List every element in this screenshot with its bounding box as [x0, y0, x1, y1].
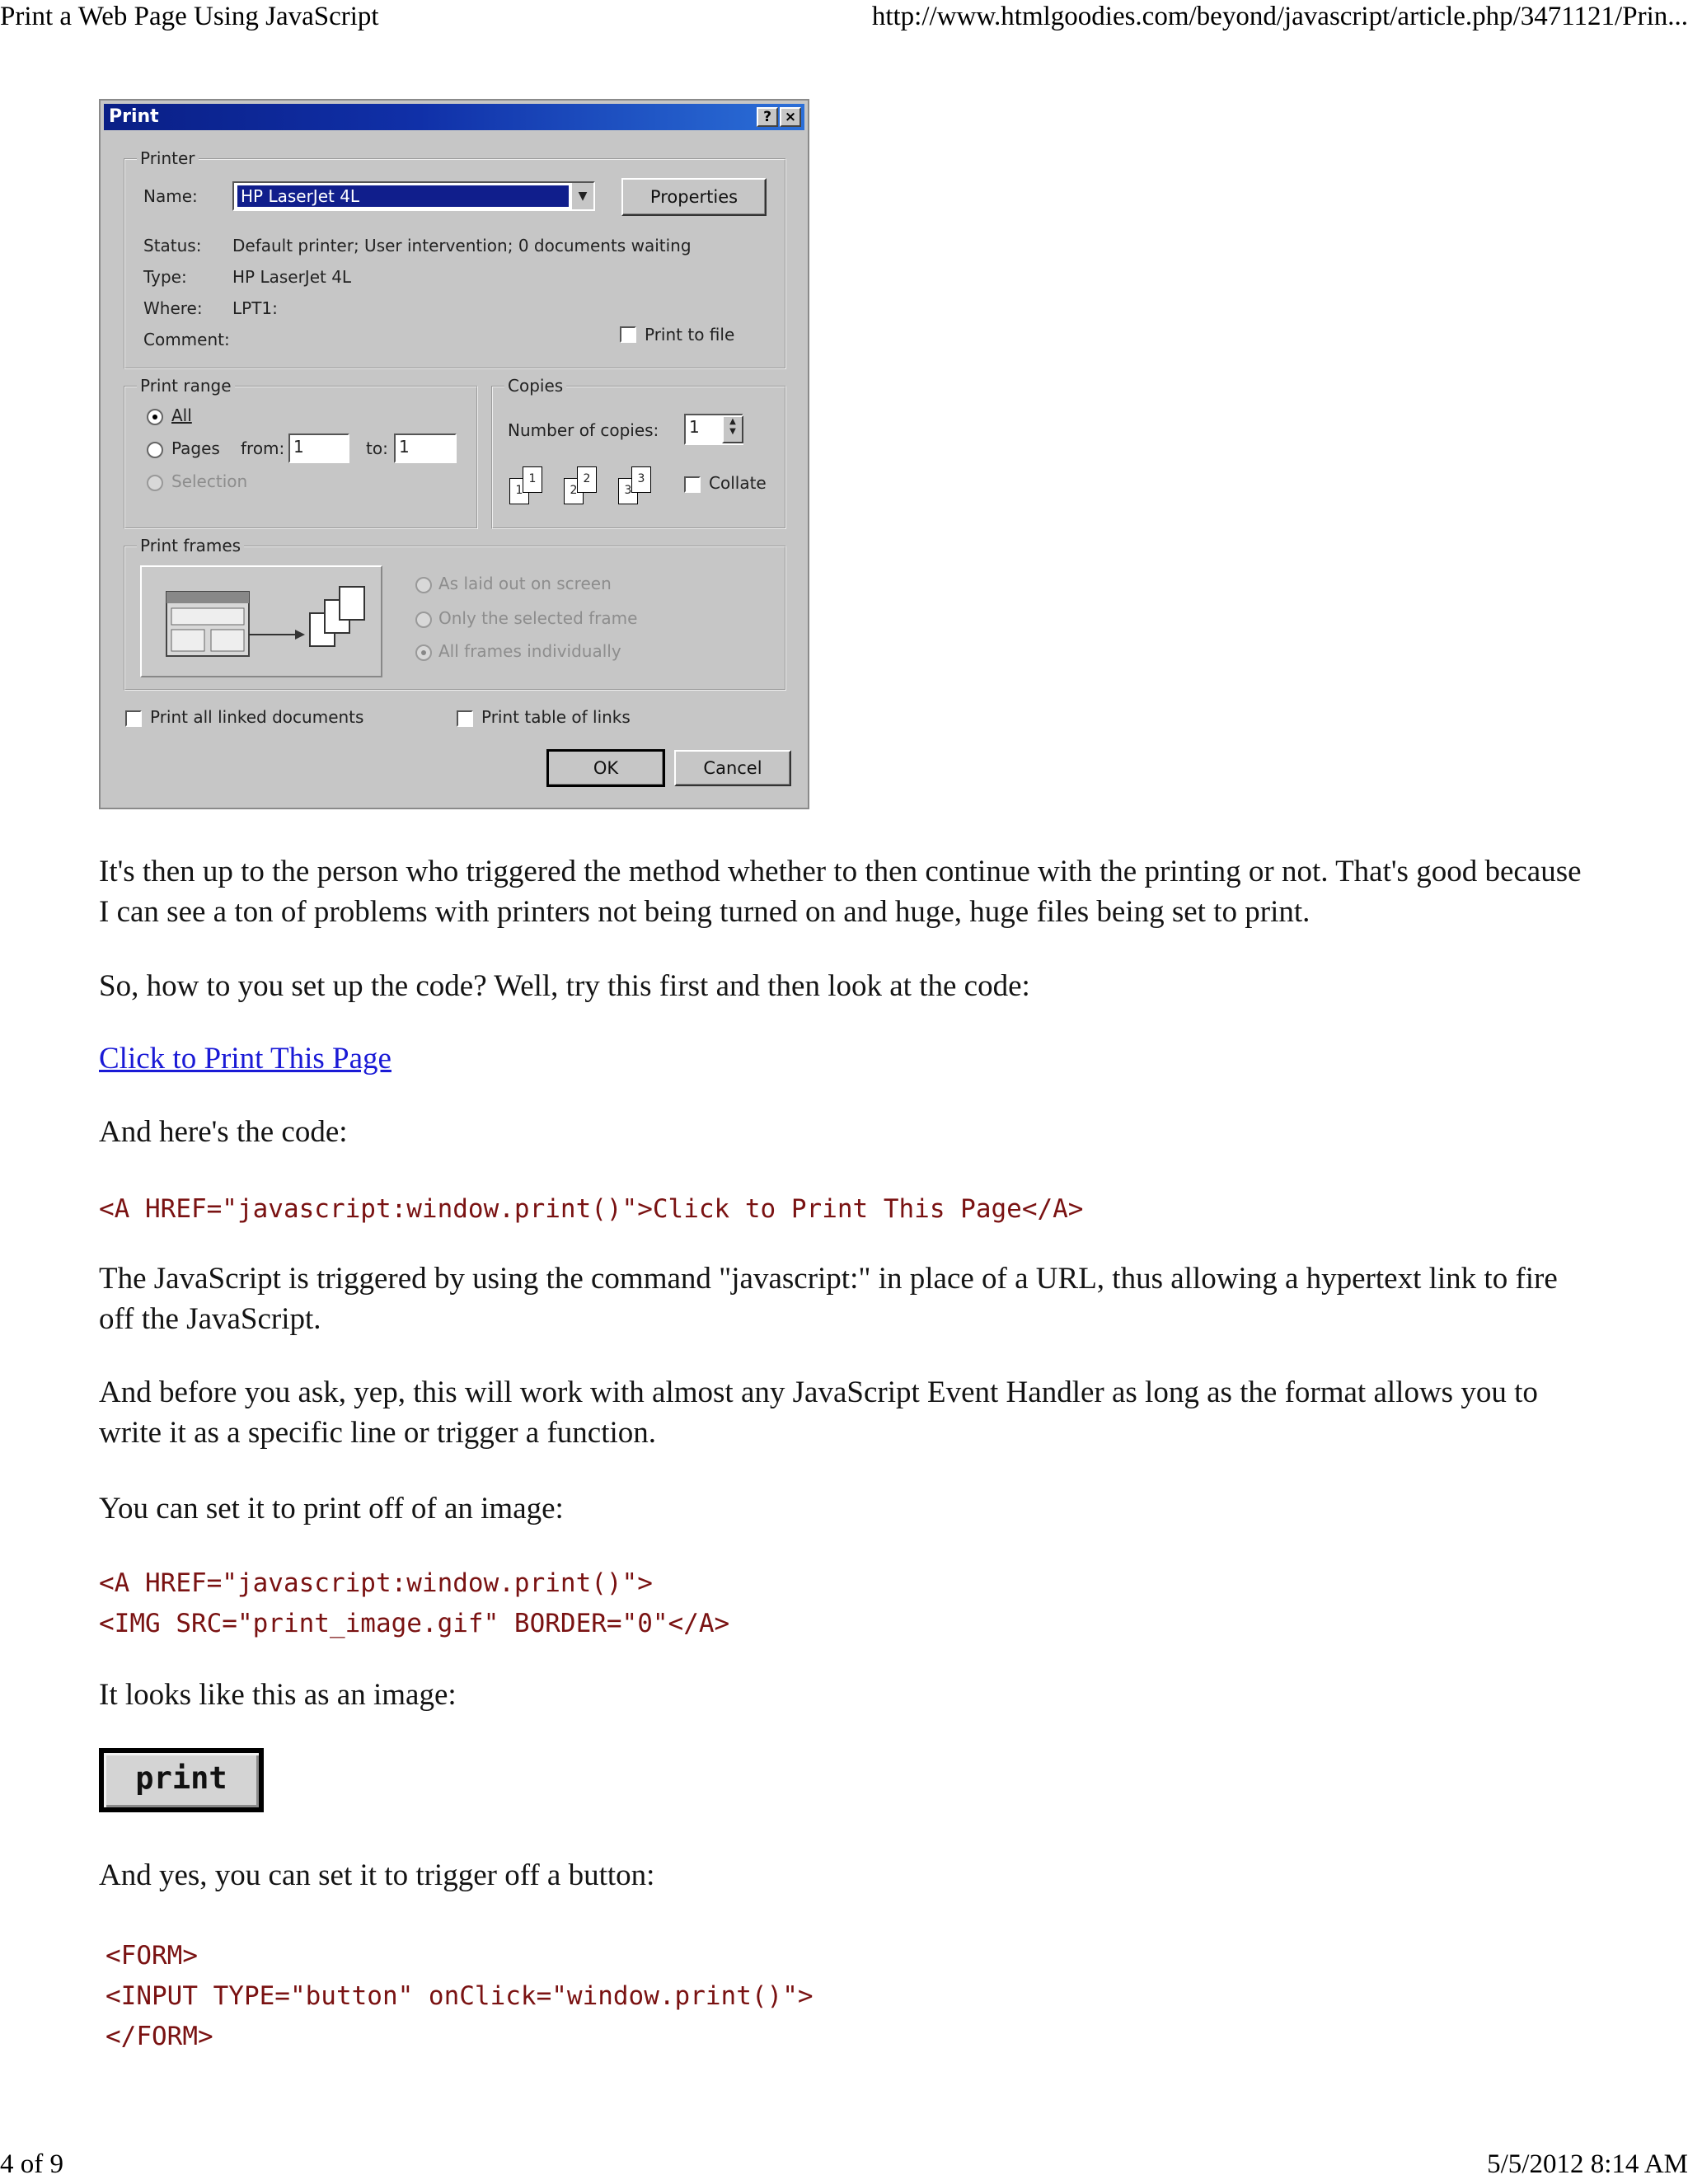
printer-name-select[interactable] — [232, 181, 595, 211]
frames-individually-radio[interactable] — [415, 644, 432, 661]
properties-button[interactable]: Properties — [621, 178, 767, 216]
print-frames-group — [124, 536, 786, 691]
print-button-image: print — [99, 1748, 264, 1812]
collate-page-icon: 3 — [618, 478, 638, 504]
paragraph: And before you ask, yep, this will work with almost any JavaScript Event Handler as long as the format allows you to write it as a specific line or trigger a function. — [99, 1376, 1538, 1450]
copies-field[interactable]: 1 — [684, 414, 743, 445]
copies-spinner[interactable]: ▲ ▼ — [722, 415, 743, 443]
print-linked-docs-label: Print all linked documents — [150, 707, 364, 727]
collate-page-icon: 2 — [564, 478, 584, 504]
range-pages-label: Pages — [171, 438, 220, 458]
dialog-titlebar — [104, 104, 804, 130]
ok-button[interactable]: OK — [547, 750, 664, 786]
collate-page-icon: 1 — [509, 478, 529, 504]
print-range-group — [124, 376, 478, 529]
code-snippet-line: <A HREF="javascript:window.print()"> — [99, 1568, 653, 1598]
page-number: 4 of 9 — [0, 2149, 63, 2179]
paragraph: So, how to you set up the code? Well, try this first and then look at the code: — [99, 969, 1030, 1003]
range-pages-radio[interactable] — [147, 442, 163, 458]
from-field[interactable]: 1 — [288, 434, 349, 463]
type-label: Type: — [143, 267, 187, 287]
collate-checkbox[interactable] — [684, 476, 701, 493]
paragraph: It's then up to the person who triggered the method whether to then continue with the printing or not. That's good because I can see a ton of problems with printers not being turned on and huge, huge files being set to print. — [99, 855, 1582, 929]
comment-label: Comment: — [143, 330, 230, 349]
frames-laid-out-radio[interactable] — [415, 577, 432, 593]
page-header-url: http://www.htmlgoodies.com/beyond/javascript/article.php/3471121/Prin... — [871, 2, 1688, 31]
cancel-button[interactable]: Cancel — [674, 750, 791, 786]
print-datetime: 5/5/2012 8:14 AM — [1487, 2149, 1688, 2179]
range-all-label: All — [171, 405, 192, 425]
print-to-file-checkbox[interactable] — [620, 326, 636, 343]
to-label: to: — [366, 438, 388, 458]
frames-diagram-icon — [142, 567, 381, 676]
paragraph: The JavaScript is triggered by using the command "javascript:" in place of a URL, thus allowing a hypertext link to fire off the JavaScript. — [99, 1262, 1558, 1336]
collate-page-icon: 1 — [523, 466, 542, 493]
paragraph: You can set it to print off of an image: — [99, 1492, 564, 1526]
paragraph: And here's the code: — [99, 1115, 348, 1149]
paragraph: It looks like this as an image: — [99, 1678, 457, 1712]
print-table-links-checkbox[interactable] — [457, 710, 473, 727]
code-snippet-line: <INPUT TYPE="button" onClick="window.print()"> — [106, 1981, 814, 2011]
print-linked-docs-checkbox[interactable] — [125, 710, 142, 727]
range-selection-radio[interactable] — [147, 475, 163, 491]
printer-name-value: HP LaserJet 4L — [237, 185, 569, 207]
range-all-radio[interactable] — [147, 409, 163, 425]
collate-page-icon: 2 — [577, 466, 597, 493]
status-label: Status: — [143, 236, 202, 255]
close-button[interactable]: × — [780, 107, 801, 127]
code-snippet-line: </FORM> — [106, 2022, 213, 2051]
printer-group — [124, 148, 786, 369]
code-snippet-line: <IMG SRC="print_image.gif" BORDER="0"</A> — [99, 1609, 730, 1638]
frames-selected-radio[interactable] — [415, 612, 432, 628]
range-selection-label: Selection — [171, 471, 248, 491]
copies-label: Number of copies: — [508, 420, 659, 440]
copies-legend: Copies — [504, 376, 566, 396]
copies-group — [491, 376, 786, 529]
type-value: HP LaserJet 4L — [232, 267, 352, 287]
print-frames-legend: Print frames — [137, 536, 244, 555]
code-snippet-line: <FORM> — [106, 1941, 198, 1971]
frames-selected-label: Only the selected frame — [438, 608, 638, 628]
chevron-down-icon[interactable]: ▼ — [570, 183, 593, 209]
collate-page-icon: 3 — [631, 466, 651, 493]
where-label: Where: — [143, 298, 203, 318]
print-page-link[interactable]: Click to Print This Page — [99, 1042, 392, 1076]
collate-label: Collate — [709, 473, 767, 493]
paragraph: And yes, you can set it to trigger off a button: — [99, 1858, 655, 1892]
print-link-paragraph — [99, 1038, 1582, 1079]
status-value: Default printer; User intervention; 0 documents waiting — [232, 236, 692, 255]
frames-individually-label: All frames individually — [438, 641, 621, 661]
from-label: from: — [241, 438, 285, 458]
printer-group-legend: Printer — [137, 148, 199, 168]
frames-laid-out-label: As laid out on screen — [438, 574, 612, 593]
print-dialog-screenshot — [99, 99, 809, 809]
frames-preview-icon — [140, 565, 382, 677]
code-snippet: <A HREF="javascript:window.print()">Click to Print This Page</A> — [99, 1194, 1084, 1224]
help-button[interactable]: ? — [757, 107, 778, 127]
print-to-file-label: Print to file — [645, 325, 735, 344]
to-field[interactable]: 1 — [394, 434, 457, 463]
dialog-title: Print — [109, 106, 159, 127]
where-value: LPT1: — [232, 298, 278, 318]
page-header-title: Print a Web Page Using JavaScript — [0, 2, 379, 31]
print-table-links-label: Print table of links — [481, 707, 631, 727]
print-range-legend: Print range — [137, 376, 235, 396]
name-label: Name: — [143, 186, 198, 206]
